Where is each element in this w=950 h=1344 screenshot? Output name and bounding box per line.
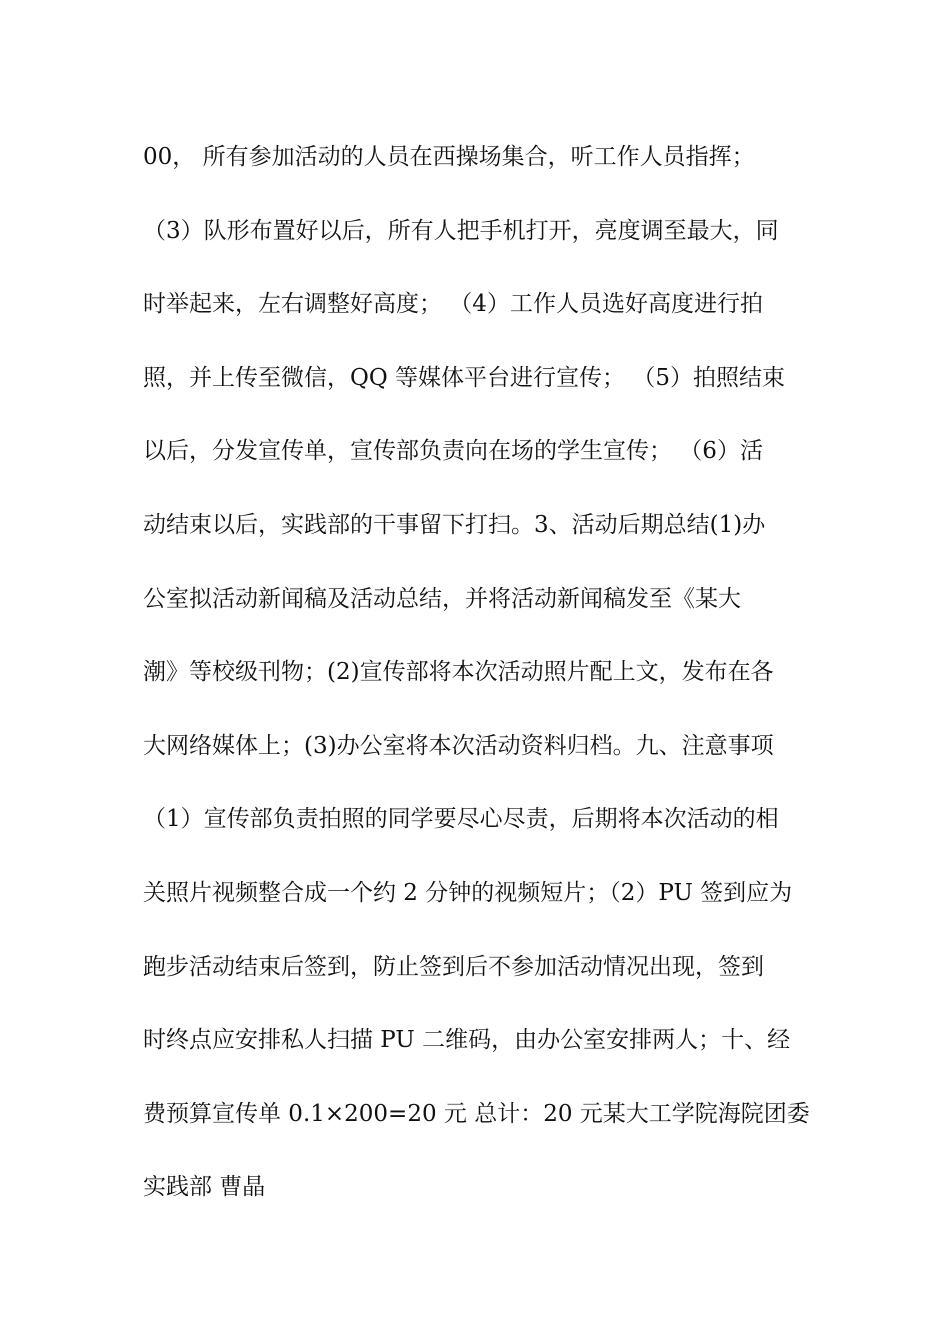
text-line: （1）宣传部负责拍照的同学要尽心尽责，后期将本次活动的相 bbox=[143, 806, 779, 833]
text-line: 照，并上传至微信，QQ 等媒体平台进行宣传； （5）拍照结束 bbox=[143, 364, 785, 391]
text-line: 公室拟活动新闻稿及活动总结，并将活动新闻稿发至《某大 bbox=[143, 585, 741, 612]
text-line: 跑步活动结束后签到，防止签到后不参加活动情况出现，签到 bbox=[143, 953, 764, 980]
text-line: 时终点应安排私人扫描 PU 二维码，由办公室安排两人；十、经 bbox=[143, 1027, 791, 1054]
text-line: 时举起来，左右调整好高度； （4）工作人员选好高度进行拍 bbox=[143, 291, 763, 318]
text-line: （3）队形布置好以后，所有人把手机打开，亮度调至最大，同 bbox=[143, 217, 779, 244]
text-line: 实践部 曹晶 bbox=[143, 1174, 266, 1201]
document-body bbox=[143, 133, 823, 1237]
text-line: 大网络媒体上；(3)办公室将本次活动资料归档。九、注意事项 bbox=[143, 732, 774, 759]
text-line: 动结束以后，实践部的干事留下打扫。3、活动后期总结(1)办 bbox=[143, 511, 766, 538]
text-line: 以后，分发宣传单，宣传部负责向在场的学生宣传； （6）活 bbox=[143, 438, 763, 465]
text-line: 关照片视频整合成一个约 2 分钟的视频短片；（2）PU 签到应为 bbox=[143, 879, 793, 906]
text-line: 潮》等校级刊物；(2)宣传部将本次活动照片配上文，发布在各 bbox=[143, 659, 774, 686]
text-line: 00， 所有参加活动的人员在西操场集合，听工作人员指挥； bbox=[143, 144, 755, 170]
text-line: 费预算宣传单 0.1×200=20 元 总计：20 元某大工学院海院团委 bbox=[143, 1100, 810, 1127]
